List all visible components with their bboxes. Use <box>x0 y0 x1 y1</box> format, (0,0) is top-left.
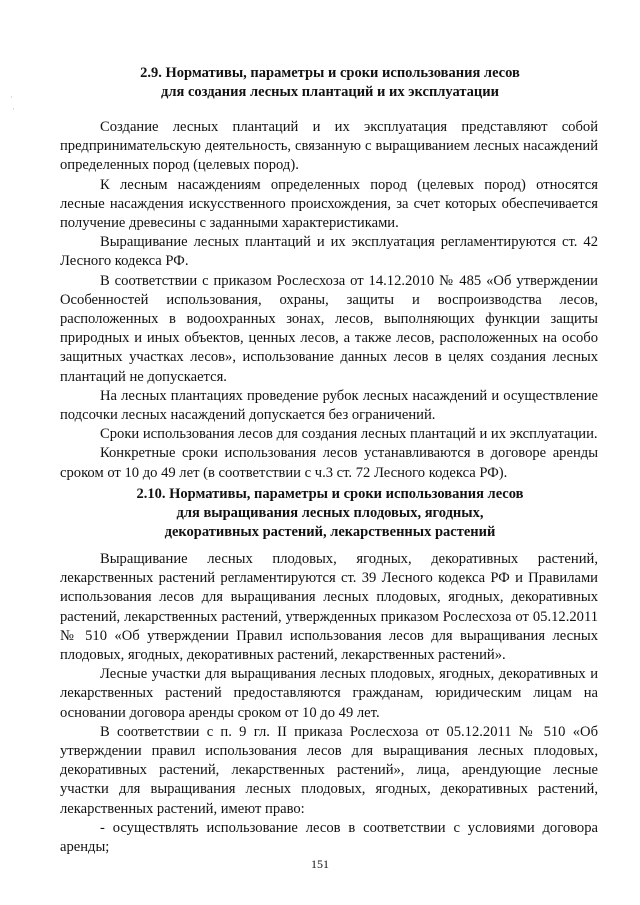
scan-speck: · <box>12 104 15 114</box>
page-number: 151 <box>311 857 329 871</box>
section-2-9-heading <box>60 64 600 102</box>
paragraph: Конкретные сроки использования лесов устанавливаются в договоре аренды сроком от 10 до 49 лет (в соответствии с ч.3 ст. 72 Лесного кодекса РФ). <box>60 445 598 481</box>
scan-speck: · <box>10 92 13 102</box>
heading-line: для создания лесных плантаций и их эксплуатации <box>161 84 499 100</box>
section-2-10-heading <box>60 485 600 542</box>
heading-line: 2.10. Нормативы, параметры и сроки использования лесов <box>136 486 524 502</box>
paragraph: Лесные участки для выращивания лесных плодовых, ягодных, декоративных и лекарственных растений предоставляются гражданам, юридическим лицам на основании договора аренды сроком от 10 до 49 лет. <box>60 666 598 721</box>
paragraph: К лесным насаждениям определенных пород (целевых пород) относятся лесные насаждения искусственного происхождения, за счет которых обеспечивается получение древесины с заданными характеристиками. <box>60 176 598 232</box>
heading-line: 2.9. Нормативы, параметры и сроки использования лесов <box>140 65 520 81</box>
paragraph: В соответствии с п. 9 гл. II приказа Рослесхоза от 05.12.2011 № 510 «Об утверждении правил использования лесов для выращивания лесных плодовых, декоративных растений, лекарственных растений», лица, арендующие лесные участки для выращивания лесных плодовых, ягодных, декоративных растений, лекарственных растений, имеют право: <box>60 723 598 817</box>
paragraph: В соответствии с приказом Рослесхоза от 14.12.2010 № 485 «Об утверждении Особенностей использования, охраны, защиты и воспроизводства лесов, расположенных в водоохранных зонах, лесов, выполняющих функции защиты природных и иных объектов, ценных лесов, а также лесов, расположенных на особо защитных участках лесов», использование данных лесов в целях создания лесных плантаций не допускается. <box>60 272 598 385</box>
paragraph: Выращивание лесных плантаций и их эксплуатация регламентируются ст. 42 Лесного кодекса РФ. <box>60 234 598 270</box>
heading-line: для выращивания лесных плодовых, ягодных, <box>176 505 484 521</box>
heading-line: декоративных растений, лекарственных растений <box>164 524 496 540</box>
paragraph: - осуществлять использование лесов в соответствии с условиями договора аренды; <box>60 819 598 856</box>
section-2-9-body <box>60 118 598 483</box>
paragraph: Создание лесных плантаций и их эксплуатация представляют собой предпринимательскую деятельность, связанную с выращиванием лесных насаждений определенных пород (целевых пород). <box>60 119 598 174</box>
section-2-10-body <box>60 550 598 857</box>
paragraph: На лесных плантациях проведение рубок лесных насаждений и осуществление подсочки лесных насаждений допускается без ограничений. <box>60 387 598 424</box>
paragraph: Сроки использования лесов для создания лесных плантаций и их эксплуатации. <box>100 426 598 443</box>
paragraph: Выращивание лесных плодовых, ягодных, декоративных растений, лекарственных растений регламентируются ст. 39 Лесного кодекса РФ и Правилами использования лесов для выращивания лесных плодовых, ягодных, декоративных растений, лекарственных растений, утвержденных приказом Рослесхоза от 05.12.2011 № 510 «Об утверждении Правил использования лесов для выращивания лесных плодовых, ягодных, декоративных растений, лекарственных растений». <box>60 551 598 664</box>
